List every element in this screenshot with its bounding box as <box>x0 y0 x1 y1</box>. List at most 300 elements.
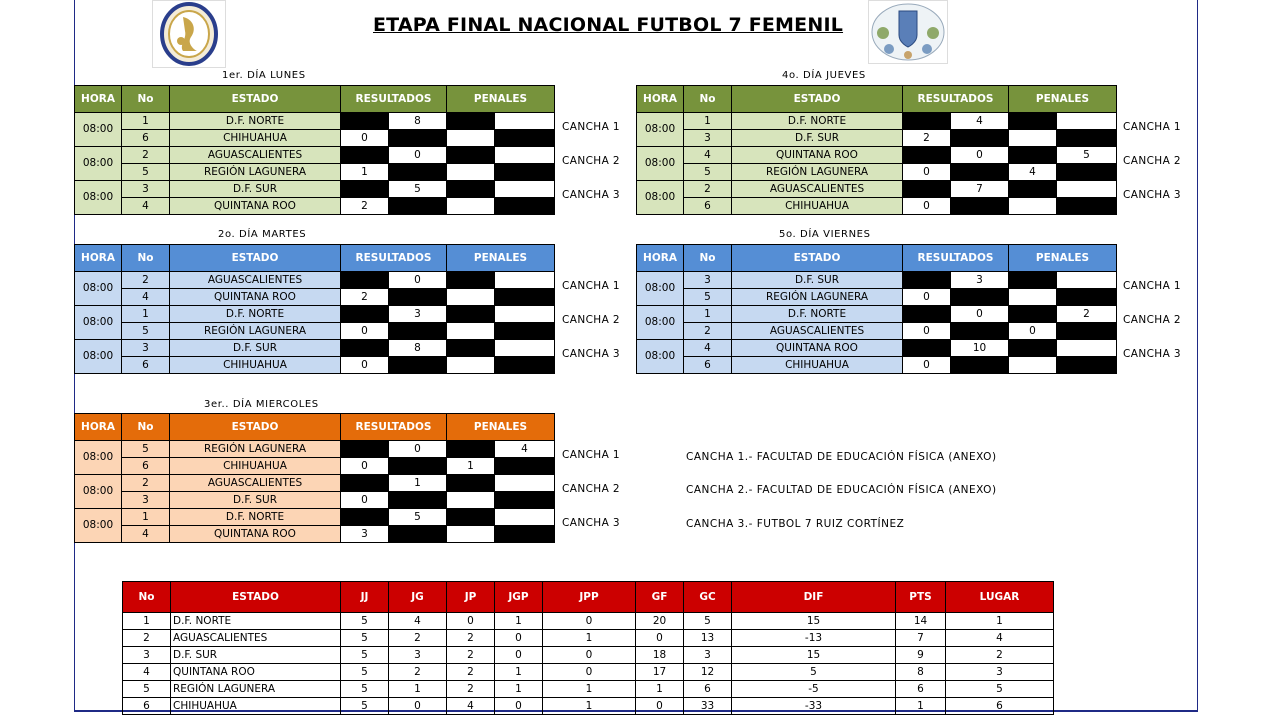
match-row <box>75 272 555 289</box>
col-header-hora: HORA <box>75 86 122 113</box>
institution-logo-right <box>868 0 948 64</box>
match-row <box>75 147 555 164</box>
penalty-score <box>495 272 555 289</box>
match-row <box>75 458 555 475</box>
match-time: 08:00 <box>75 181 122 215</box>
standings-cell: -33 <box>732 698 896 715</box>
team-number: 3 <box>122 492 170 509</box>
match-time: 08:00 <box>75 147 122 181</box>
match-row <box>75 441 555 458</box>
penalty-blocked-cell <box>447 340 495 357</box>
result-score: 1 <box>389 475 447 492</box>
standings-cell: 5 <box>341 681 389 698</box>
result-blocked-cell <box>389 198 447 215</box>
penalty-blocked-cell <box>495 130 555 147</box>
col-header-hora: HORA <box>637 86 684 113</box>
match-row <box>75 526 555 543</box>
match-row <box>637 340 1117 357</box>
result-score: 0 <box>903 289 951 306</box>
standings-cell: 5 <box>341 630 389 647</box>
standings-cell: 9 <box>896 647 946 664</box>
penalty-score: 5 <box>1057 147 1117 164</box>
col-header-penales: PENALES <box>1009 86 1117 113</box>
team-name: D.F. SUR <box>732 130 903 147</box>
standings-col-header: ESTADO <box>171 582 341 613</box>
penalty-score <box>447 492 495 509</box>
standings-cell: 7 <box>896 630 946 647</box>
result-score: 3 <box>951 272 1009 289</box>
result-blocked-cell <box>389 357 447 374</box>
match-row <box>75 475 555 492</box>
standings-cell: 2 <box>946 647 1054 664</box>
match-row <box>637 289 1117 306</box>
result-score: 3 <box>389 306 447 323</box>
col-header-resultados: RESULTADOS <box>341 245 447 272</box>
match-time: 08:00 <box>637 306 684 340</box>
team-name: AGUASCALIENTES <box>170 147 341 164</box>
team-name: CHIHUAHUA <box>170 357 341 374</box>
result-score: 2 <box>341 289 389 306</box>
team-number: 1 <box>684 306 732 323</box>
standings-cell: 2 <box>389 630 447 647</box>
standings-cell: 3 <box>684 647 732 664</box>
match-row <box>637 198 1117 215</box>
match-row <box>637 323 1117 340</box>
field-label: CANCHA 2 <box>562 155 620 167</box>
penalty-score <box>1057 272 1117 289</box>
col-header-estado: ESTADO <box>170 245 341 272</box>
penalty-score <box>1057 113 1117 130</box>
team-number: 2 <box>122 147 170 164</box>
penalty-score <box>447 526 495 543</box>
col-header-hora: HORA <box>75 414 122 441</box>
penalty-score <box>447 357 495 374</box>
standings-cell: 0 <box>636 630 684 647</box>
team-number: 5 <box>684 289 732 306</box>
result-score: 0 <box>951 147 1009 164</box>
team-name: REGIÓN LAGUNERA <box>732 289 903 306</box>
col-header-no: No <box>122 86 170 113</box>
team-name: QUINTANA ROO <box>170 289 341 306</box>
team-name: D.F. SUR <box>170 340 341 357</box>
result-score: 2 <box>341 198 389 215</box>
result-blocked-cell <box>341 306 389 323</box>
field-label: CANCHA 3 <box>1123 189 1181 201</box>
match-row <box>75 289 555 306</box>
standings-row <box>123 647 1054 664</box>
team-number: 3 <box>122 181 170 198</box>
col-header-resultados: RESULTADOS <box>341 86 447 113</box>
match-row <box>75 509 555 526</box>
penalty-blocked-cell <box>1057 289 1117 306</box>
result-blocked-cell <box>951 198 1009 215</box>
match-row <box>637 113 1117 130</box>
field-label: CANCHA 1 <box>562 121 620 133</box>
venue-item: CANCHA 3.- FUTBOL 7 RUIZ CORTÍNEZ <box>686 518 905 530</box>
penalty-score <box>1009 289 1057 306</box>
result-score: 0 <box>903 323 951 340</box>
team-name: D.F. SUR <box>732 272 903 289</box>
team-name: CHIHUAHUA <box>732 198 903 215</box>
standings-cell: 1 <box>896 698 946 715</box>
standings-cell: 5 <box>123 681 171 698</box>
result-blocked-cell <box>903 340 951 357</box>
match-row <box>637 357 1117 374</box>
penalty-score <box>447 323 495 340</box>
match-time: 08:00 <box>637 181 684 215</box>
day-label: 4o. DÍA JUEVES <box>782 70 866 81</box>
team-name: QUINTANA ROO <box>170 526 341 543</box>
result-blocked-cell <box>903 113 951 130</box>
team-number: 1 <box>122 113 170 130</box>
match-row <box>75 340 555 357</box>
result-blocked-cell <box>903 181 951 198</box>
team-name: D.F. NORTE <box>170 306 341 323</box>
standings-cell: 5 <box>946 681 1054 698</box>
standings-cell: 0 <box>495 647 543 664</box>
team-number: 5 <box>684 164 732 181</box>
penalty-blocked-cell <box>1009 306 1057 323</box>
standings-cell: 5 <box>341 698 389 715</box>
result-score: 0 <box>341 323 389 340</box>
field-label: CANCHA 1 <box>1123 280 1181 292</box>
penalty-score <box>495 181 555 198</box>
standings-team-name: AGUASCALIENTES <box>171 630 341 647</box>
standings-cell: 5 <box>341 647 389 664</box>
col-header-estado: ESTADO <box>732 245 903 272</box>
standings-cell: 1 <box>495 613 543 630</box>
penalty-score <box>1009 198 1057 215</box>
match-row <box>637 130 1117 147</box>
standings-cell: 12 <box>684 664 732 681</box>
standings-col-header: DIF <box>732 582 896 613</box>
penalty-blocked-cell <box>447 181 495 198</box>
penalty-blocked-cell <box>1057 130 1117 147</box>
result-score: 5 <box>389 181 447 198</box>
result-score: 0 <box>951 306 1009 323</box>
result-blocked-cell <box>341 147 389 164</box>
standings-cell: 0 <box>543 613 636 630</box>
team-name: AGUASCALIENTES <box>170 475 341 492</box>
standings-col-header: JGP <box>495 582 543 613</box>
result-blocked-cell <box>389 526 447 543</box>
match-row <box>637 181 1117 198</box>
penalty-blocked-cell <box>495 458 555 475</box>
team-number: 1 <box>684 113 732 130</box>
standings-row <box>123 630 1054 647</box>
result-score: 1 <box>341 164 389 181</box>
match-table <box>74 244 555 374</box>
field-label: CANCHA 2 <box>562 314 620 326</box>
result-score: 5 <box>389 509 447 526</box>
standings-cell: -13 <box>732 630 896 647</box>
result-score: 3 <box>341 526 389 543</box>
team-number: 3 <box>684 130 732 147</box>
venue-item: CANCHA 2.- FACULTAD DE EDUCACIÓN FÍSICA (ANEXO) <box>686 484 997 496</box>
standings-cell: 15 <box>732 647 896 664</box>
team-name: REGIÓN LAGUNERA <box>170 323 341 340</box>
result-score: 0 <box>903 198 951 215</box>
penalty-score: 4 <box>495 441 555 458</box>
result-blocked-cell <box>341 475 389 492</box>
standings-cell: 1 <box>543 681 636 698</box>
penalty-score <box>495 475 555 492</box>
penalty-score <box>1009 130 1057 147</box>
penalty-blocked-cell <box>447 147 495 164</box>
penalty-score <box>495 509 555 526</box>
team-name: AGUASCALIENTES <box>732 181 903 198</box>
match-time: 08:00 <box>75 475 122 509</box>
team-number: 5 <box>122 323 170 340</box>
penalty-score: 0 <box>1009 323 1057 340</box>
standings-col-header: JG <box>389 582 447 613</box>
result-blocked-cell <box>341 441 389 458</box>
team-name: REGIÓN LAGUNERA <box>170 441 341 458</box>
col-header-resultados: RESULTADOS <box>903 86 1009 113</box>
standings-cell: 3 <box>389 647 447 664</box>
standings-cell: 2 <box>389 664 447 681</box>
result-blocked-cell <box>951 130 1009 147</box>
standings-cell: 2 <box>447 664 495 681</box>
standings-cell: 4 <box>123 664 171 681</box>
team-number: 4 <box>122 198 170 215</box>
team-number: 4 <box>684 340 732 357</box>
standings-team-name: CHIHUAHUA <box>171 698 341 715</box>
match-time: 08:00 <box>75 441 122 475</box>
venue-item: CANCHA 1.- FACULTAD DE EDUCACIÓN FÍSICA (ANEXO) <box>686 451 997 463</box>
result-score: 2 <box>903 130 951 147</box>
day-label: 2o. DÍA MARTES <box>218 229 307 240</box>
penalty-score <box>1057 340 1117 357</box>
result-blocked-cell <box>951 357 1009 374</box>
result-blocked-cell <box>951 289 1009 306</box>
result-score: 0 <box>389 147 447 164</box>
field-label: CANCHA 1 <box>1123 121 1181 133</box>
result-blocked-cell <box>341 181 389 198</box>
col-header-no: No <box>684 245 732 272</box>
match-row <box>75 198 555 215</box>
standings-col-header: JJ <box>341 582 389 613</box>
team-name: D.F. SUR <box>170 492 341 509</box>
penalty-blocked-cell <box>1057 357 1117 374</box>
result-score: 7 <box>951 181 1009 198</box>
day-label: 3er.. DÍA MIERCOLES <box>204 399 319 410</box>
match-row <box>637 306 1117 323</box>
team-number: 6 <box>684 357 732 374</box>
col-header-no: No <box>684 86 732 113</box>
col-header-hora: HORA <box>637 245 684 272</box>
result-score: 0 <box>341 130 389 147</box>
standings-row <box>123 681 1054 698</box>
result-score: 8 <box>389 113 447 130</box>
team-number: 6 <box>122 357 170 374</box>
result-blocked-cell <box>951 323 1009 340</box>
standings-cell: 0 <box>636 698 684 715</box>
standings-cell: 1 <box>543 698 636 715</box>
result-blocked-cell <box>389 164 447 181</box>
field-label: CANCHA 2 <box>562 483 620 495</box>
standings-cell: 6 <box>946 698 1054 715</box>
result-blocked-cell <box>341 509 389 526</box>
result-score: 0 <box>903 357 951 374</box>
team-name: QUINTANA ROO <box>170 198 341 215</box>
standings-team-name: REGIÓN LAGUNERA <box>171 681 341 698</box>
team-number: 3 <box>122 340 170 357</box>
standings-cell: 2 <box>447 681 495 698</box>
standings-cell: 4 <box>447 698 495 715</box>
result-blocked-cell <box>341 113 389 130</box>
standings-cell: 5 <box>341 664 389 681</box>
col-header-hora: HORA <box>75 245 122 272</box>
penalty-score: 1 <box>447 458 495 475</box>
penalty-blocked-cell <box>1009 147 1057 164</box>
penalty-blocked-cell <box>447 272 495 289</box>
field-label: CANCHA 2 <box>1123 314 1181 326</box>
penalty-score <box>447 130 495 147</box>
result-blocked-cell <box>389 458 447 475</box>
team-number: 3 <box>684 272 732 289</box>
team-name: D.F. NORTE <box>170 113 341 130</box>
col-header-resultados: RESULTADOS <box>341 414 447 441</box>
match-time: 08:00 <box>75 113 122 147</box>
day-label: 5o. DÍA VIERNES <box>779 229 871 240</box>
result-blocked-cell <box>389 289 447 306</box>
penalty-score: 4 <box>1009 164 1057 181</box>
event-logo-left <box>152 0 226 68</box>
result-score: 8 <box>389 340 447 357</box>
team-number: 5 <box>122 164 170 181</box>
match-table <box>636 244 1117 374</box>
field-label: CANCHA 3 <box>562 348 620 360</box>
standings-cell: 33 <box>684 698 732 715</box>
team-number: 1 <box>122 509 170 526</box>
result-score: 0 <box>341 492 389 509</box>
penalty-blocked-cell <box>447 441 495 458</box>
result-blocked-cell <box>951 164 1009 181</box>
standings-cell: 5 <box>684 613 732 630</box>
standings-team-name: D.F. SUR <box>171 647 341 664</box>
penalty-blocked-cell <box>1057 164 1117 181</box>
standings-cell: 20 <box>636 613 684 630</box>
standings-cell: 3 <box>946 664 1054 681</box>
team-number: 2 <box>122 475 170 492</box>
penalty-blocked-cell <box>495 198 555 215</box>
match-row <box>75 181 555 198</box>
standings-cell: 6 <box>123 698 171 715</box>
standings-cell: -5 <box>732 681 896 698</box>
penalty-score <box>495 147 555 164</box>
result-blocked-cell <box>389 130 447 147</box>
match-row <box>637 272 1117 289</box>
standings-cell: 8 <box>896 664 946 681</box>
result-score: 0 <box>389 272 447 289</box>
match-row <box>75 113 555 130</box>
penalty-blocked-cell <box>495 323 555 340</box>
team-name: D.F. SUR <box>170 181 341 198</box>
field-label: CANCHA 3 <box>562 189 620 201</box>
match-time: 08:00 <box>637 340 684 374</box>
match-row <box>637 164 1117 181</box>
col-header-estado: ESTADO <box>170 414 341 441</box>
col-header-no: No <box>122 245 170 272</box>
standings-table <box>122 581 1054 715</box>
team-name: D.F. NORTE <box>732 113 903 130</box>
team-number: 6 <box>684 198 732 215</box>
match-table <box>636 85 1117 215</box>
match-row <box>637 147 1117 164</box>
standings-col-header: GF <box>636 582 684 613</box>
standings-cell: 2 <box>447 647 495 664</box>
penalty-score <box>495 306 555 323</box>
col-header-resultados: RESULTADOS <box>903 245 1009 272</box>
result-blocked-cell <box>341 340 389 357</box>
team-name: AGUASCALIENTES <box>732 323 903 340</box>
standings-team-name: D.F. NORTE <box>171 613 341 630</box>
col-header-penales: PENALES <box>1009 245 1117 272</box>
match-time: 08:00 <box>637 147 684 181</box>
match-time: 08:00 <box>75 340 122 374</box>
team-number: 6 <box>122 458 170 475</box>
penalty-blocked-cell <box>1009 340 1057 357</box>
standings-cell: 6 <box>896 681 946 698</box>
page-title: ETAPA FINAL NACIONAL FUTBOL 7 FEMENIL <box>373 14 844 36</box>
standings-row <box>123 664 1054 681</box>
standings-cell: 0 <box>495 630 543 647</box>
penalty-score: 2 <box>1057 306 1117 323</box>
penalty-blocked-cell <box>1057 323 1117 340</box>
result-score: 10 <box>951 340 1009 357</box>
col-header-penales: PENALES <box>447 414 555 441</box>
team-name: AGUASCALIENTES <box>170 272 341 289</box>
standings-cell: 1 <box>543 630 636 647</box>
team-number: 4 <box>122 526 170 543</box>
team-name: CHIHUAHUA <box>170 458 341 475</box>
penalty-blocked-cell <box>495 357 555 374</box>
match-row <box>75 357 555 374</box>
team-number: 4 <box>684 147 732 164</box>
col-header-estado: ESTADO <box>732 86 903 113</box>
penalty-blocked-cell <box>495 164 555 181</box>
match-row <box>75 164 555 181</box>
field-label: CANCHA 2 <box>1123 155 1181 167</box>
standings-cell: 6 <box>684 681 732 698</box>
standings-team-name: QUINTANA ROO <box>171 664 341 681</box>
team-number: 2 <box>122 272 170 289</box>
standings-cell: 1 <box>946 613 1054 630</box>
team-number: 2 <box>684 181 732 198</box>
match-table <box>74 413 555 543</box>
penalty-blocked-cell <box>447 306 495 323</box>
match-row <box>75 306 555 323</box>
match-row <box>75 492 555 509</box>
team-number: 4 <box>122 289 170 306</box>
field-label: CANCHA 3 <box>1123 348 1181 360</box>
standings-col-header: No <box>123 582 171 613</box>
team-name: REGIÓN LAGUNERA <box>170 164 341 181</box>
penalty-blocked-cell <box>447 113 495 130</box>
field-label: CANCHA 1 <box>562 449 620 461</box>
penalty-blocked-cell <box>447 475 495 492</box>
penalty-blocked-cell <box>447 509 495 526</box>
day-label: 1er. DÍA LUNES <box>222 70 306 81</box>
penalty-score <box>1057 181 1117 198</box>
standings-cell: 1 <box>123 613 171 630</box>
match-row <box>75 130 555 147</box>
penalty-score <box>447 198 495 215</box>
penalty-blocked-cell <box>1057 198 1117 215</box>
standings-cell: 4 <box>389 613 447 630</box>
standings-cell: 0 <box>389 698 447 715</box>
